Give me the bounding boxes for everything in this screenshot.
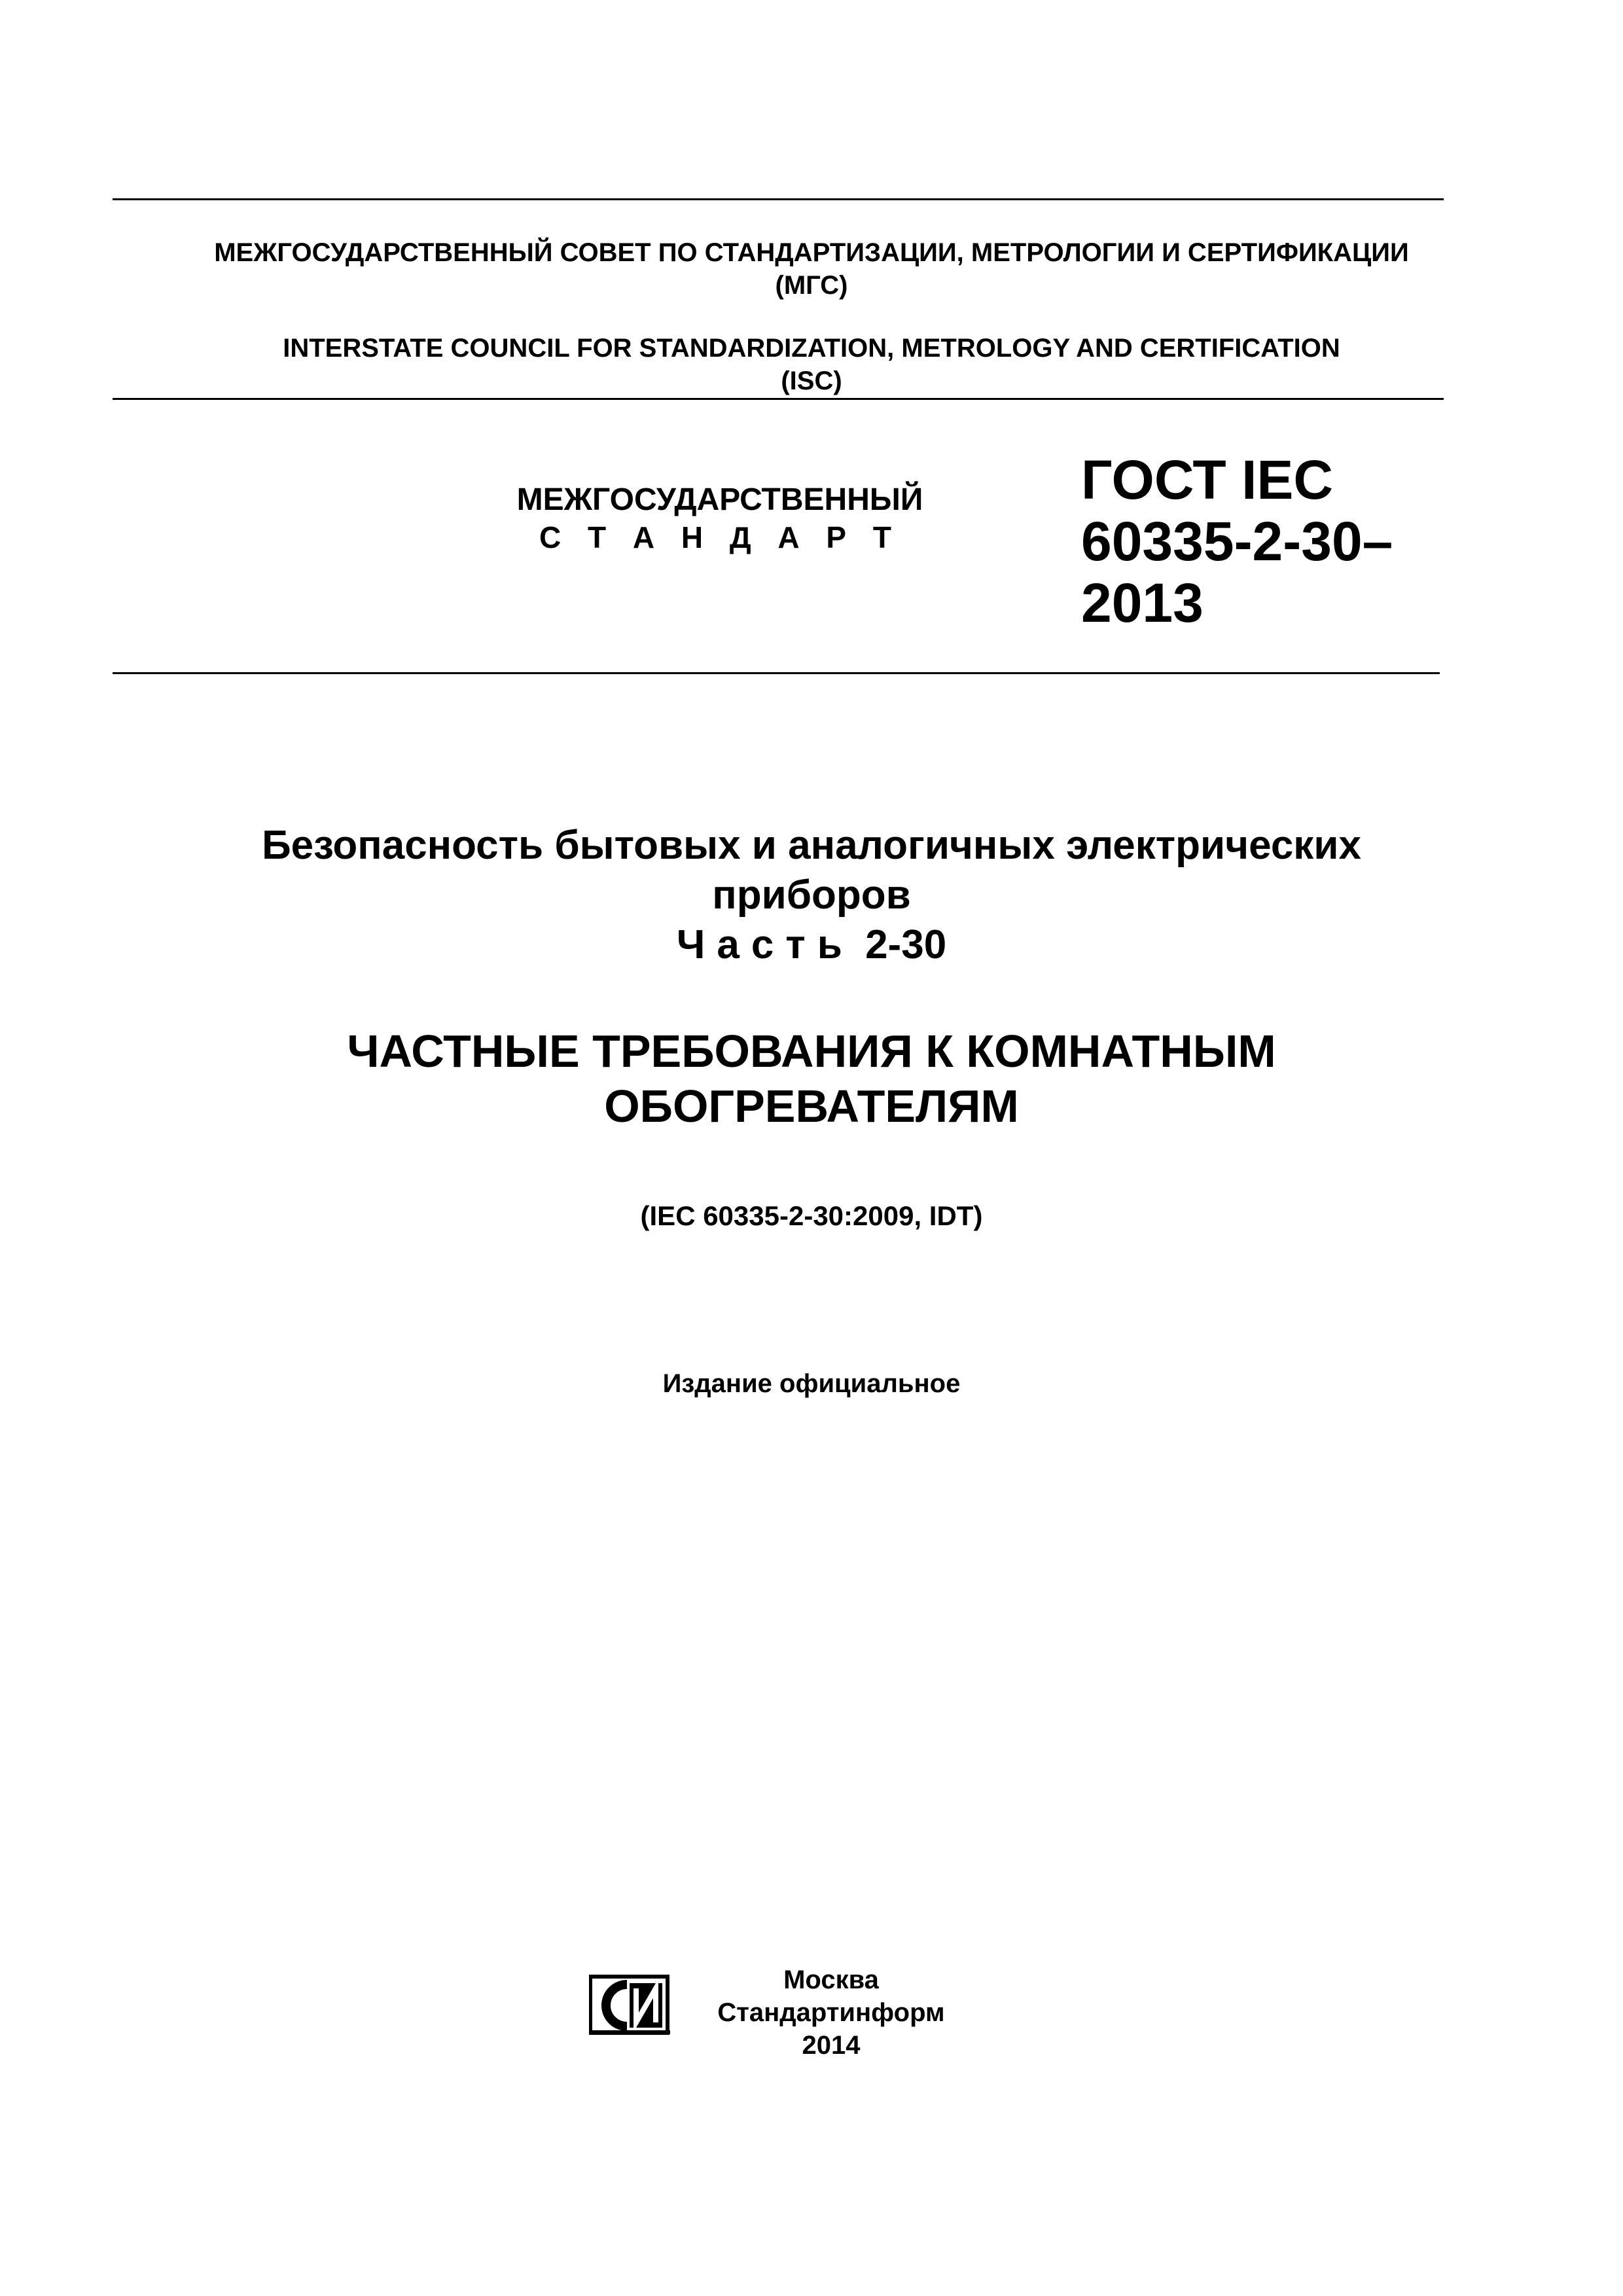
- council-name-ru: МЕЖГОСУДАРСТВЕННЫЙ СОВЕТ ПО СТАНДАРТИЗАЦИИ, МЕТРОЛОГИИ И СЕРТИФИКАЦИИ: [214, 238, 1409, 267]
- title-line2: приборов: [712, 872, 911, 918]
- header-rule: [113, 398, 1444, 400]
- standartinform-logo-icon: [589, 1974, 673, 2037]
- gost-designation-line1: ГОСТ IEC: [1081, 449, 1334, 511]
- part-number: 2-30: [865, 922, 947, 967]
- council-abbr-ru: (МГС): [775, 271, 848, 300]
- designation-rule: [113, 672, 1440, 674]
- edition-note: Издание официальное: [662, 1369, 961, 1398]
- top-rule: [113, 198, 1444, 200]
- imprint-year: 2014: [802, 2031, 861, 2060]
- part-word: Часть: [676, 922, 854, 967]
- imprint-city: Москва: [783, 1965, 879, 1994]
- council-name-en: INTERSTATE COUNCIL FOR STANDARDIZATION, METROLOGY AND CERTIFICATION: [283, 334, 1340, 363]
- iec-reference: (IEC 60335-2-30:2009, IDT): [640, 1200, 983, 1231]
- standard-kind-line1: МЕЖГОСУДАРСТВЕННЫЙ: [516, 482, 923, 517]
- title-line1: Безопасность бытовых и аналогичных электрических: [262, 823, 1361, 868]
- imprint-publisher: Стандартинформ: [717, 1998, 945, 2027]
- title-caps-line2: ОБОГРЕВАТЕЛЯМ: [604, 1081, 1019, 1132]
- council-abbr-en: (ISC): [781, 367, 842, 395]
- part-label: [0, 922, 1623, 968]
- gost-designation-year: 2013: [1081, 572, 1204, 634]
- gost-designation-line2: 60335-2-30–: [1081, 511, 1393, 572]
- standard-kind-line2: С Т А Н Д А Р Т: [539, 520, 901, 554]
- title-caps-line1: ЧАСТНЫЕ ТРЕБОВАНИЯ К КОМНАТНЫМ: [347, 1026, 1276, 1077]
